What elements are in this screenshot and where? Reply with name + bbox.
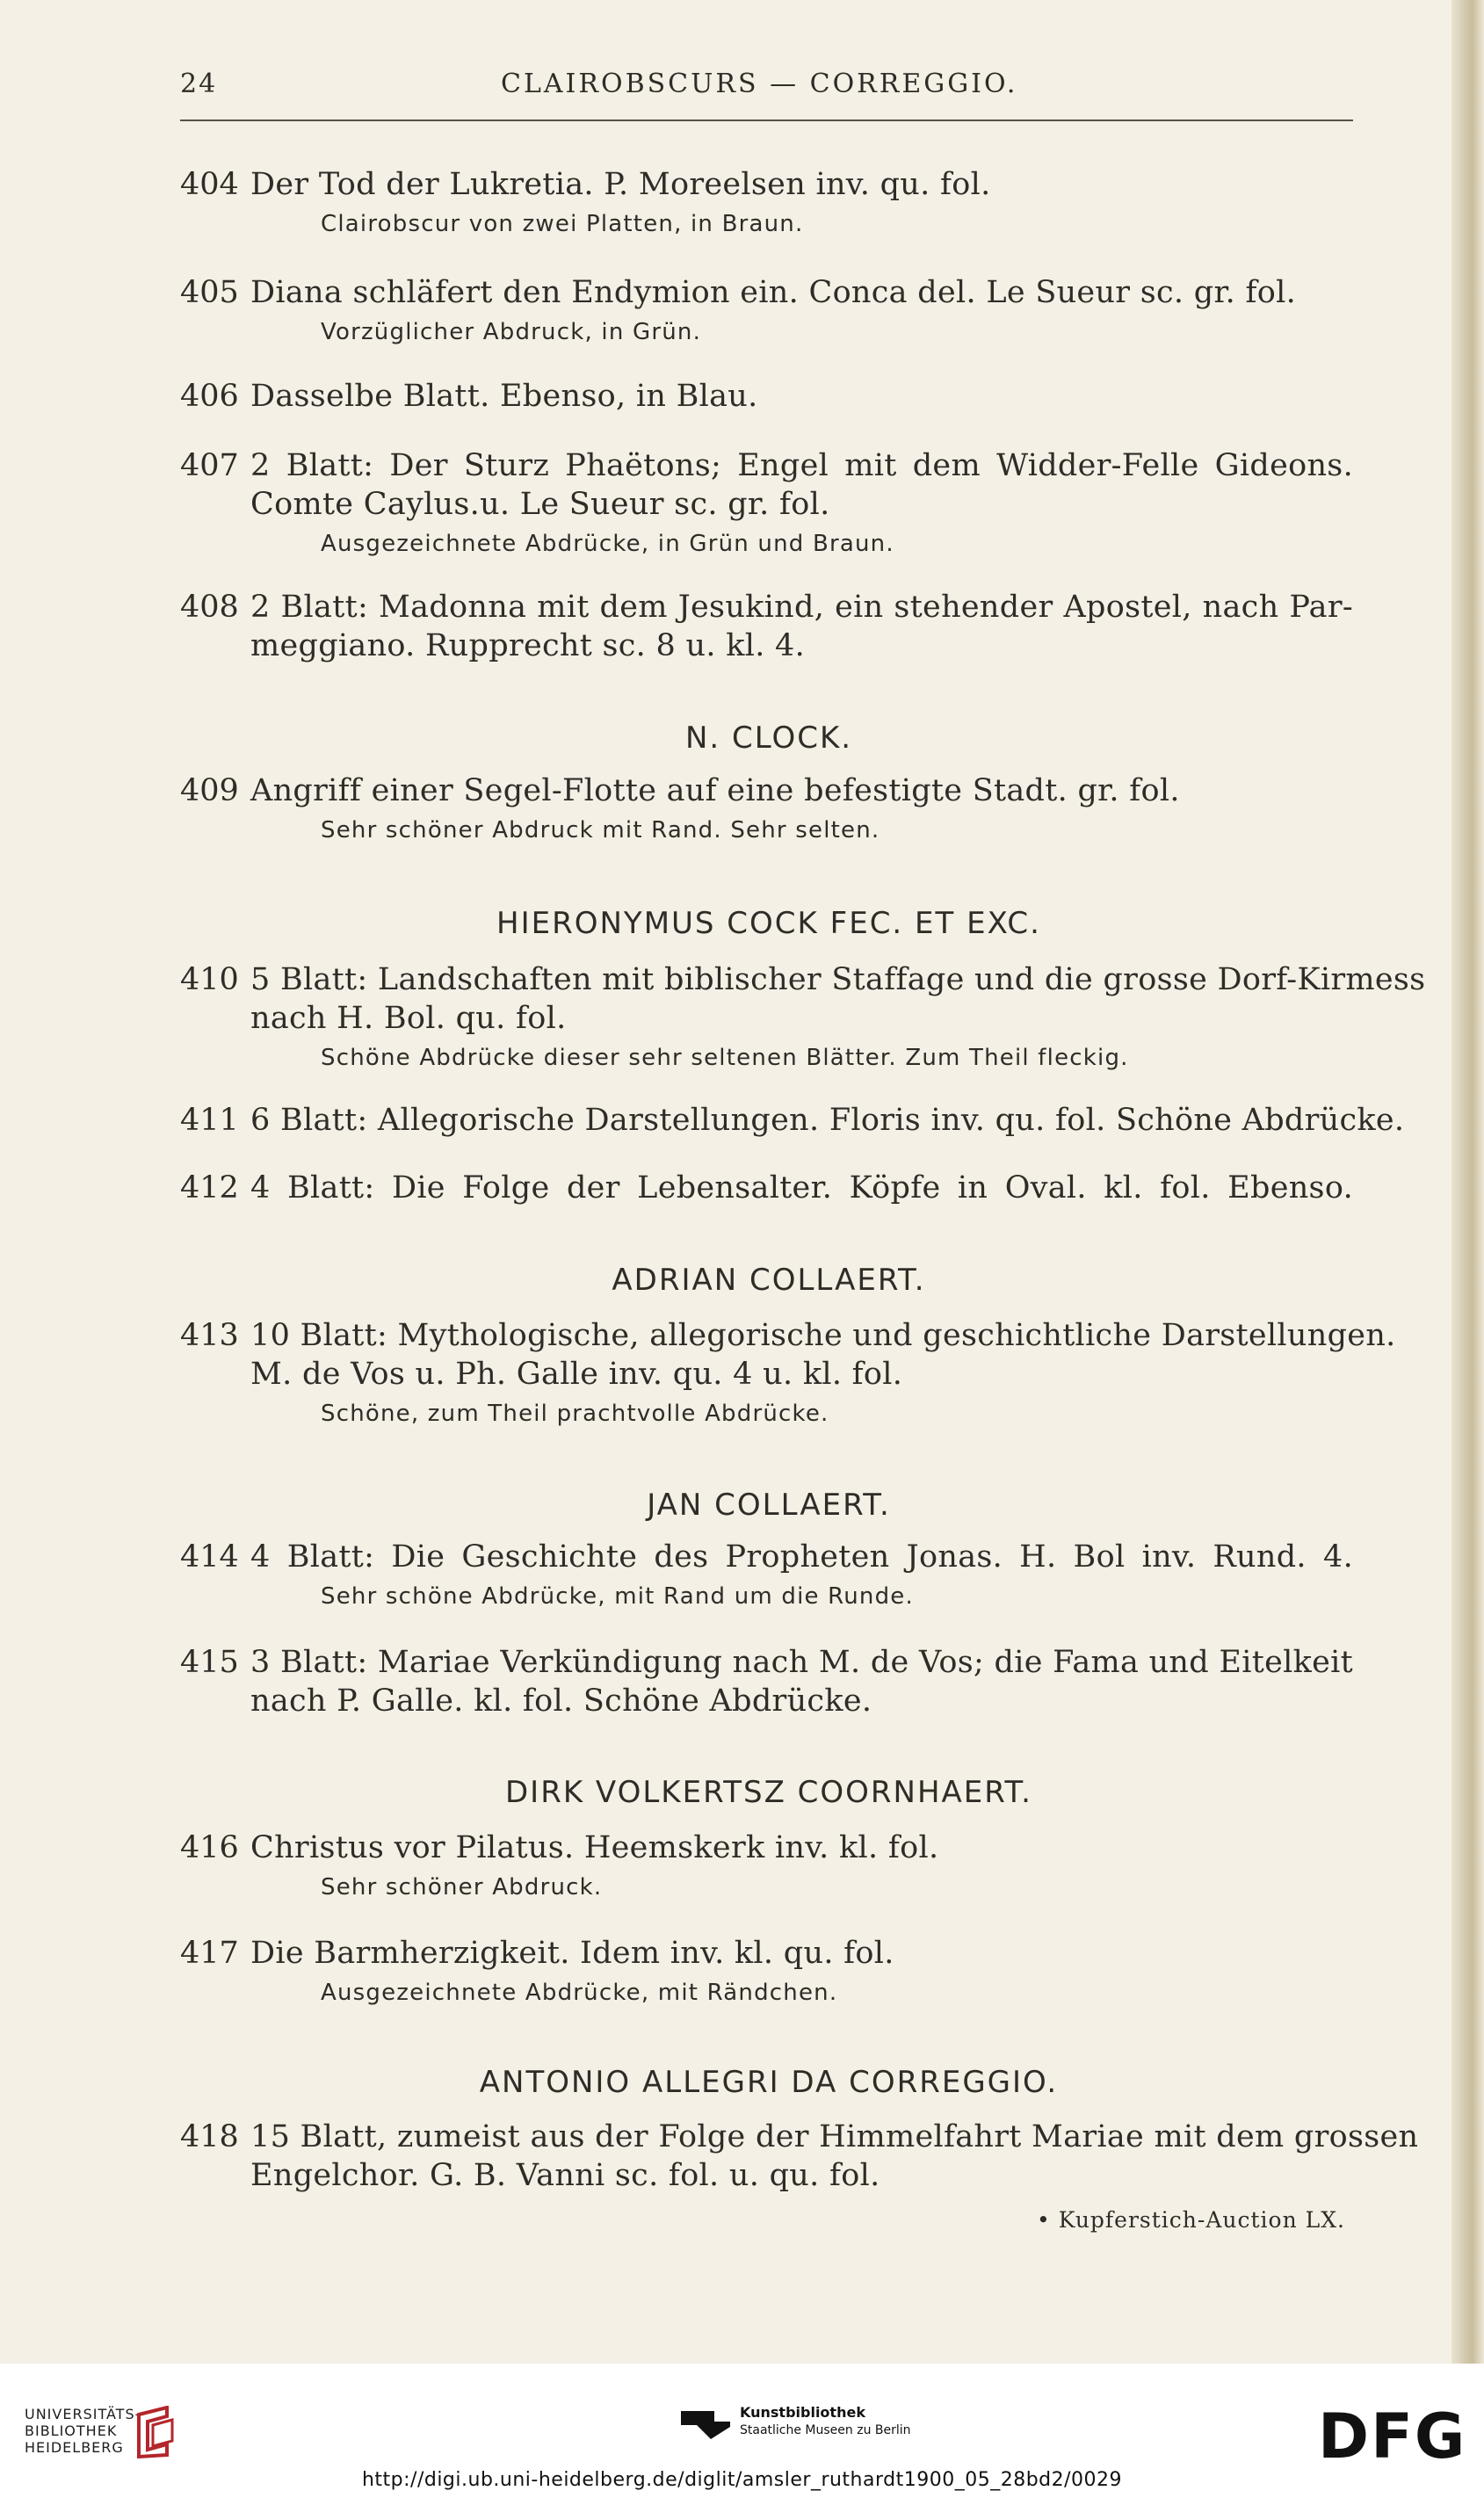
kunstbibliothek-logo-icon	[679, 2406, 732, 2441]
university-library-name	[25, 2406, 141, 2456]
entry-line: 4 Blatt: Die Folge der Lebensalter. Köpfe in Oval. kl. fol. Ebenso.	[250, 1170, 1353, 1206]
entry-note: Sehr schöner Abdruck mit Rand. Sehr selten.	[321, 817, 880, 844]
entry-number: 418	[180, 2119, 239, 2154]
section-heading-dirk-coornhaert: DIRK VOLKERTSZ COORNHAERT.	[504, 1775, 1032, 1810]
entry-note: Sehr schöne Abdrücke, mit Rand um die Runde.	[321, 1583, 914, 1610]
entry-line: Comte Caylus.u. Le Sueur sc. gr. fol.	[250, 487, 830, 522]
header-rule	[180, 119, 1353, 121]
entry-number: 405	[180, 275, 239, 310]
entry-note: Vorzüglicher Abdruck, in Grün.	[321, 319, 702, 345]
page-number: 24	[180, 69, 218, 99]
entry-line: 4 Blatt: Die Geschichte des Propheten Jonas. H. Bol inv. Rund. 4.	[250, 1539, 1353, 1575]
university-line: BIBLIOTHEK	[25, 2422, 118, 2439]
entry-number: 413	[180, 1318, 239, 1353]
entry-note: Schöne, zum Theil prachtvolle Abdrücke.	[321, 1401, 829, 1427]
entry-note: Sehr schöner Abdruck.	[321, 1874, 603, 1901]
entry-line: Dasselbe Blatt. Ebenso, in Blau.	[250, 379, 758, 414]
university-line: UNIVERSITÄTS-	[25, 2406, 141, 2422]
source-url[interactable]: http://digi.ub.uni-heidelberg.de/diglit/amsler_ruthardt1900_05_28bd2/0029	[361, 2469, 1123, 2491]
entry-note: Ausgezeichnete Abdrücke, in Grün und Braun.	[321, 531, 894, 557]
entry-line: 3 Blatt: Mariae Verkündigung nach M. de Vos; die Fama und Eitelkeit	[250, 1645, 1353, 1680]
entry-line: Diana schläfert den Endymion ein. Conca del. Le Sueur sc. gr. fol.	[250, 275, 1297, 310]
entry-line: 6 Blatt: Allegorische Darstellungen. Floris inv. qu. fol. Schöne Abdrücke.	[250, 1103, 1405, 1138]
entry-number: 414	[180, 1539, 239, 1575]
entry-line: Engelchor. G. B. Vanni sc. fol. u. qu. fol.	[250, 2158, 880, 2193]
entry-number: 412	[180, 1170, 239, 1206]
section-heading-cock: HIERONYMUS COCK FEC. ET EXC.	[496, 906, 1041, 941]
entry-note: Ausgezeichnete Abdrücke, mit Rändchen.	[321, 1980, 838, 2006]
entry-line: Angriff einer Segel-Flotte auf eine befestigte Stadt. gr. fol.	[250, 773, 1180, 808]
entry-number: 406	[180, 379, 239, 414]
kunstbibliothek-credit	[740, 2404, 911, 2437]
entry-line: 5 Blatt: Landschaften mit biblischer Staffage und die grosse Dorf-Kirmess	[250, 962, 1426, 997]
entry-line: M. de Vos u. Ph. Galle inv. qu. 4 u. kl. fol.	[250, 1357, 903, 1392]
entry-number: 409	[180, 773, 239, 808]
entry-number: 416	[180, 1830, 239, 1865]
entry-line: 15 Blatt, zumeist aus der Folge der Himmelfahrt Mariae mit dem grossen	[250, 2119, 1419, 2154]
entry-number: 417	[180, 1936, 239, 1971]
entry-number: 415	[180, 1645, 239, 1680]
page-header	[180, 69, 1353, 112]
entry-line: Christus vor Pilatus. Heemskerk inv. kl. fol.	[250, 1830, 939, 1865]
kunstbibliothek-subtitle: Staatliche Museen zu Berlin	[740, 2423, 911, 2437]
entry-number: 407	[180, 448, 239, 483]
entry-line: 2 Blatt: Der Sturz Phaëtons; Engel mit dem Widder-Felle Gideons.	[250, 448, 1353, 483]
entry-line: Der Tod der Lukretia. P. Moreelsen inv. qu. fol.	[250, 167, 991, 202]
section-heading-clock: N. CLOCK.	[684, 720, 853, 756]
entry-line: meggiano. Rupprecht sc. 8 u. kl. 4.	[250, 628, 806, 663]
entry-line: 10 Blatt: Mythologische, allegorische und geschichtliche Darstellungen.	[250, 1318, 1396, 1353]
entry-note: Clairobscur von zwei Platten, in Braun.	[321, 211, 804, 237]
section-heading-jan-collaert: JAN COLLAERT.	[647, 1488, 891, 1523]
entry-line: nach P. Galle. kl. fol. Schöne Abdrücke.	[250, 1683, 872, 1719]
kunstbibliothek-title: Kunstbibliothek	[740, 2404, 865, 2421]
entry-line: nach H. Bol. qu. fol.	[250, 1001, 567, 1036]
university-line: HEIDELBERG	[25, 2439, 124, 2456]
running-title: CLAIROBSCURS — CORREGGIO.	[501, 69, 1018, 99]
entry-line: Die Barmherzigkeit. Idem inv. kl. qu. fol.	[250, 1936, 894, 1971]
university-logo-icon	[132, 2406, 180, 2458]
entry-number: 408	[180, 590, 239, 625]
entry-line: 2 Blatt: Madonna mit dem Jesukind, ein stehender Apostel, nach Par-	[250, 590, 1353, 625]
entry-number: 411	[180, 1103, 239, 1138]
section-heading-adrian-collaert: ADRIAN COLLAERT.	[612, 1263, 926, 1298]
dfg-logo: DFG	[1318, 2400, 1467, 2473]
entry-number: 410	[180, 962, 239, 997]
section-heading-antonio-correggio: ANTONIO ALLEGRI DA CORREGGIO.	[479, 2065, 1059, 2100]
entry-number: 404	[180, 167, 239, 202]
entry-note: Schöne Abdrücke dieser sehr seltenen Blätter. Zum Theil fleckig.	[321, 1045, 1129, 1071]
page-edge	[1451, 0, 1484, 2364]
signature-line: • Kupferstich-Auction LX.	[1037, 2207, 1345, 2233]
